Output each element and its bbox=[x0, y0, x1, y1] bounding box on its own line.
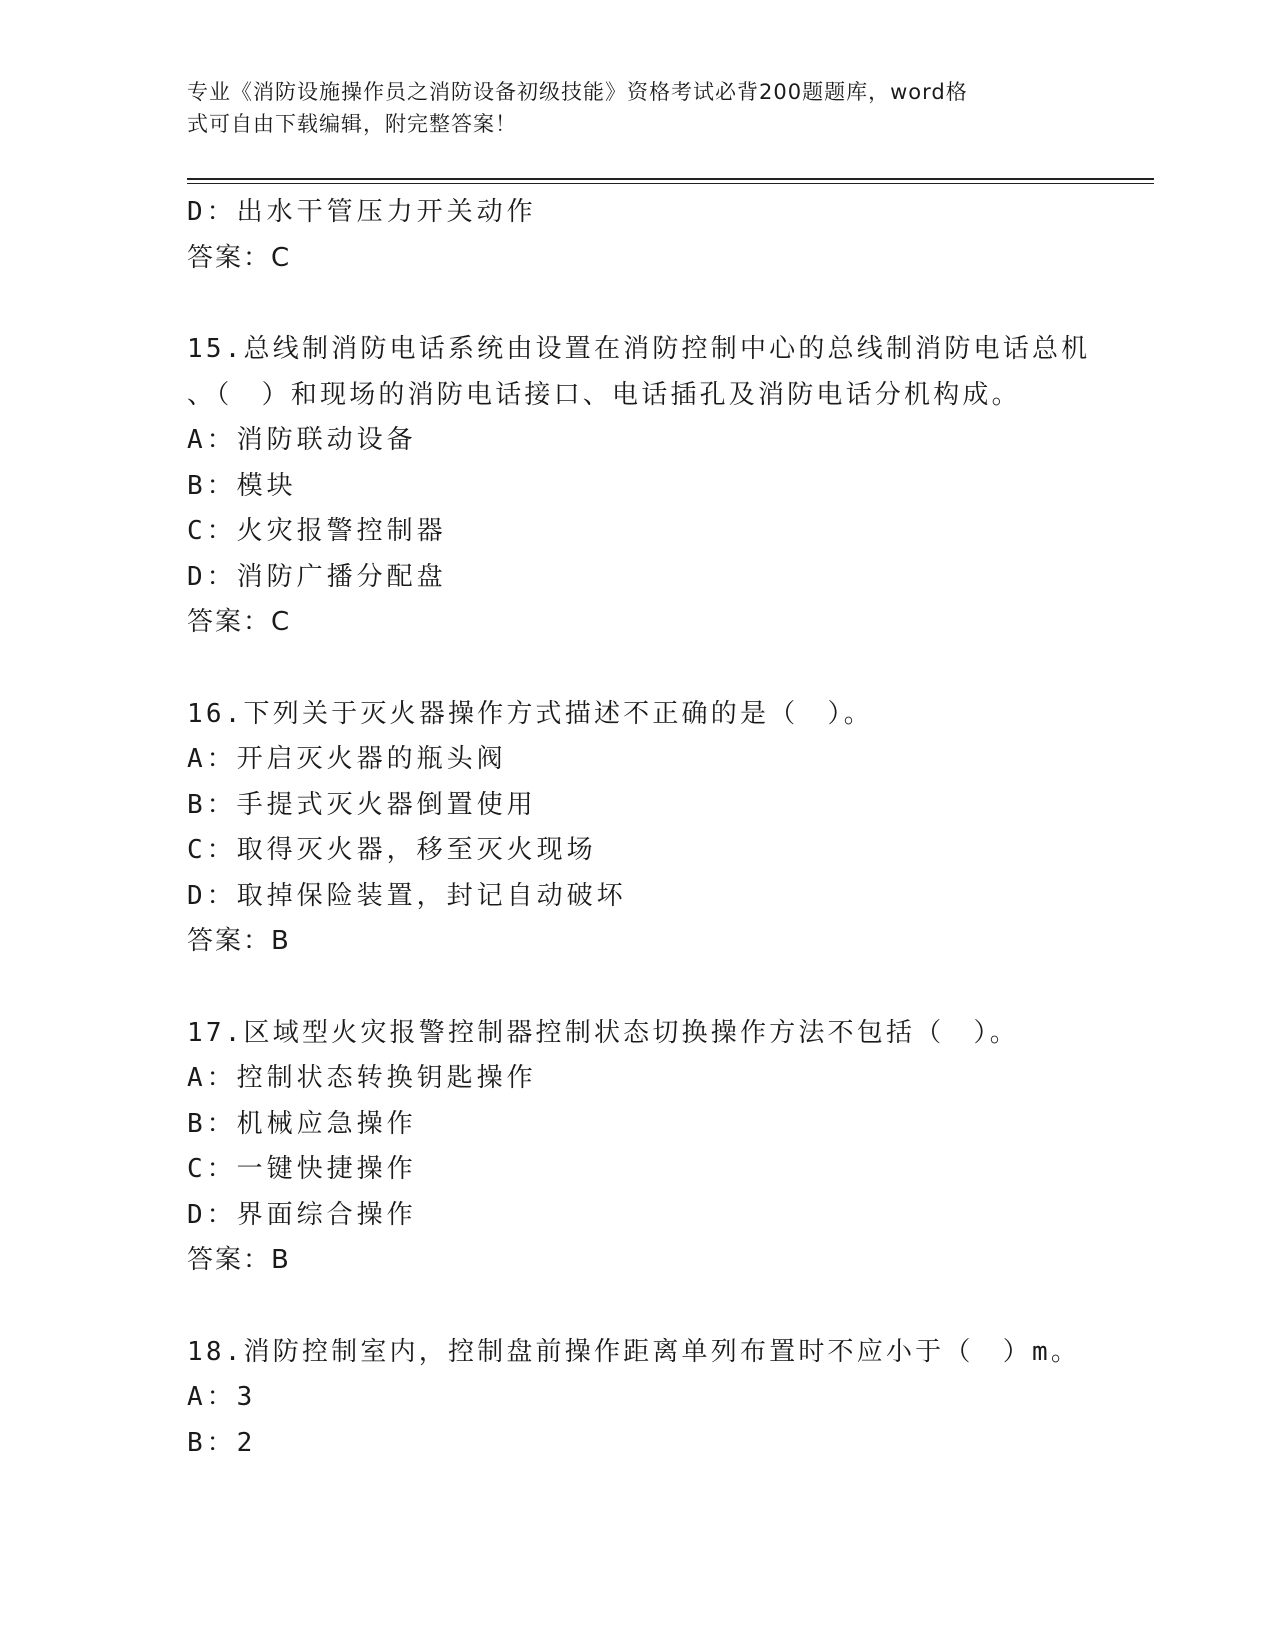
header-divider-thick bbox=[187, 178, 1154, 180]
spacer bbox=[187, 1284, 1087, 1330]
option-d: D：取掉保险装置，封记自动破坏 bbox=[187, 880, 627, 911]
document-header bbox=[187, 76, 1067, 140]
option-d: D：消防广播分配盘 bbox=[187, 561, 447, 592]
question-stem: 17.区域型火灾报警控制器控制状态切换操作方法不包括（ ）。 bbox=[187, 1017, 1019, 1048]
header-line-2: 式可自由下载编辑，附完整答案！ bbox=[187, 112, 517, 136]
question-16 bbox=[187, 692, 1087, 965]
spacer bbox=[187, 646, 1087, 692]
spacer bbox=[187, 965, 1087, 1011]
question-14-tail bbox=[187, 190, 1087, 281]
option-b: B：模块 bbox=[187, 470, 297, 501]
option-c: C：取得灭火器，移至灭火现场 bbox=[187, 835, 597, 865]
answer: 答案：B bbox=[187, 1245, 291, 1275]
header-divider-thin bbox=[187, 183, 1154, 184]
option-a: A：控制状态转换钥匙操作 bbox=[187, 1063, 537, 1093]
option-d: D：出水干管压力开关动作 bbox=[187, 197, 537, 227]
option-b: B：机械应急操作 bbox=[187, 1108, 417, 1139]
question-17 bbox=[187, 1011, 1087, 1284]
question-18 bbox=[187, 1330, 1087, 1467]
option-b: B：2 bbox=[187, 1427, 257, 1458]
answer: 答案：C bbox=[187, 242, 292, 273]
question-stem: 16.下列关于灭火器操作方式描述不正确的是（ ）。 bbox=[187, 698, 873, 729]
question-stem: 15.总线制消防电话系统由设置在消防控制中心的总线制消防电话总机 bbox=[187, 334, 1091, 364]
option-a: A：开启灭火器的瓶头阀 bbox=[187, 744, 507, 774]
question-stem: 18.消防控制室内，控制盘前操作距离单列布置时不应小于（ ）m。 bbox=[187, 1336, 1081, 1367]
option-c: C：一键快捷操作 bbox=[187, 1154, 417, 1184]
header-line-1: 专业《消防设施操作员之消防设备初级技能》资格考试必背200题题库，word格 bbox=[187, 80, 968, 104]
question-15 bbox=[187, 327, 1091, 646]
option-a: A：消防联动设备 bbox=[187, 425, 417, 455]
spacer bbox=[187, 281, 1087, 327]
question-stem-continued: 、（ ）和现场的消防电话接口、电话插孔及消防电话分机构成。 bbox=[187, 379, 1021, 410]
question-list bbox=[187, 190, 1091, 1466]
answer: 答案：C bbox=[187, 607, 292, 637]
option-b: B：手提式灭火器倒置使用 bbox=[187, 789, 537, 820]
option-d: D：界面综合操作 bbox=[187, 1199, 417, 1230]
answer: 答案：B bbox=[187, 926, 291, 956]
option-a: A：3 bbox=[187, 1382, 257, 1412]
option-c: C：火灾报警控制器 bbox=[187, 516, 447, 546]
